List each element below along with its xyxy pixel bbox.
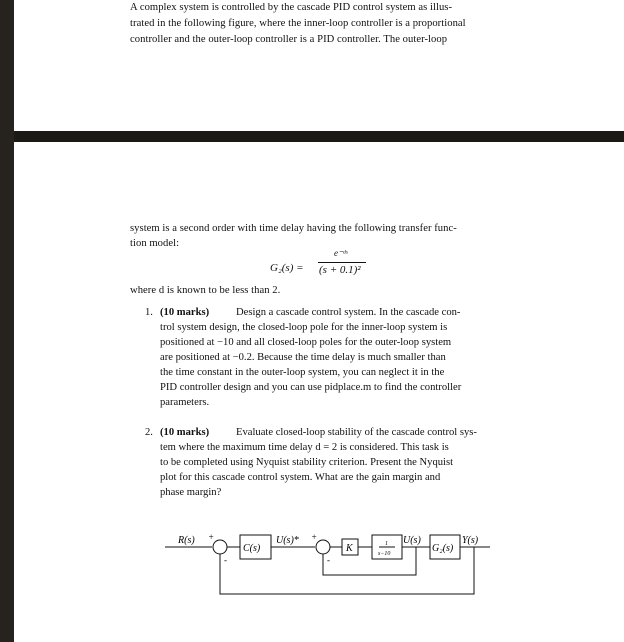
sign-minus: -: [327, 555, 330, 565]
label-u: U(s): [403, 535, 421, 546]
body-line: system is a second order with time delay having the following transfer func-: [130, 223, 457, 234]
label-g2: G₂(s): [432, 543, 454, 554]
label-k: K: [346, 543, 353, 554]
page-separator: [14, 131, 624, 142]
item-number: 1.: [145, 307, 153, 318]
item-line: Evaluate closed-loop stability of the cascade control sys-: [236, 427, 477, 438]
item-line: the time constant in the outer-loop system, you can neglect it in the: [160, 367, 445, 378]
label-c: C(s): [243, 543, 261, 554]
label-r: R(s): [178, 535, 195, 546]
item-line: to be completed using Nyquist stability criterion. Present the Nyquist: [160, 457, 454, 468]
label-inner-num: 1: [385, 541, 388, 547]
summing-junction-inner: [316, 540, 330, 554]
intro-line: controller and the outer-loop controller is a PID controller. The outer-loop: [130, 34, 448, 45]
summing-junction-outer: [213, 540, 227, 554]
equation-numerator: e⁻ᵈˢ: [334, 248, 348, 258]
item-line: Design a cascade control system. In the cascade con-: [236, 307, 461, 318]
equation-denominator: (s + 0.1)²: [319, 264, 361, 276]
item-line: parameters.: [160, 397, 210, 408]
label-ustar: U(s)*: [276, 535, 299, 546]
item-number: 2.: [145, 427, 153, 438]
sign-plus: +: [311, 532, 318, 542]
label-y: Y(s): [462, 535, 479, 546]
equation-lhs: G₂(s) =: [270, 262, 304, 274]
block-diagram: [160, 525, 510, 610]
item-line: plot for this cascade control system. What are the gain margin and: [160, 472, 441, 483]
where-line: where d is known to be less than 2.: [130, 285, 281, 296]
item-line: tem where the maximum time delay d = 2 is considered. This task is: [160, 442, 449, 453]
item-line: trol system design, the closed-loop pole for the inner-loop system is: [160, 322, 448, 333]
left-window-edge: [0, 0, 14, 642]
body-line: tion model:: [130, 238, 180, 249]
intro-line: A complex system is controlled by the cascade PID control system as illus-: [130, 2, 453, 13]
item-line: phase margin?: [160, 487, 222, 498]
item-marks: (10 marks): [160, 307, 210, 318]
item-line: are positioned at −0.2. Because the time delay is much smaller than: [160, 352, 446, 363]
item-line: PID controller design and you can use pidplace.m to find the controller: [160, 382, 462, 393]
item-marks: (10 marks): [160, 427, 210, 438]
intro-line: trated in the following figure, where the inner-loop controller is a proportional: [130, 18, 466, 29]
item-line: positioned at −10 and all closed-loop poles for the outer-loop system: [160, 337, 452, 348]
label-inner-den: s−10: [378, 551, 391, 557]
sign-plus: +: [208, 532, 215, 542]
sign-minus: -: [224, 555, 227, 565]
